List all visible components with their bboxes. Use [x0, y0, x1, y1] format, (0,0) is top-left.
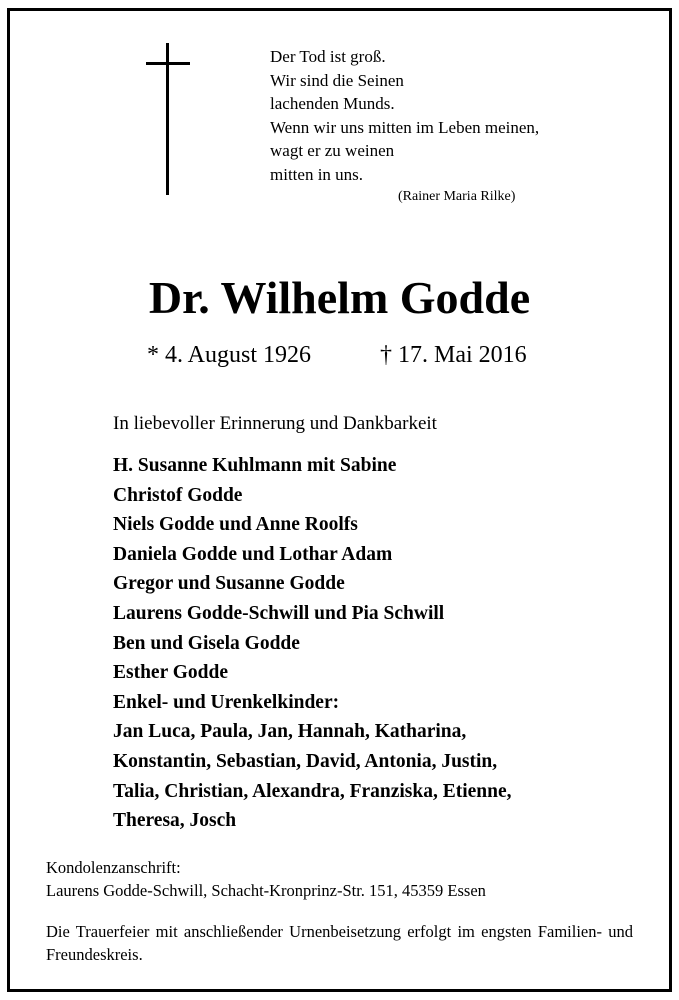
- death-date: † 17. Mai 2016: [380, 342, 527, 368]
- grandchildren-names: Talia, Christian, Alexandra, Franziska, Etienne,: [113, 780, 512, 802]
- poem-line: wagt er zu weinen: [270, 141, 395, 160]
- poem-line: Der Tod ist groß.: [270, 47, 386, 66]
- poem-line: lachenden Munds.: [270, 94, 395, 113]
- life-dates: [147, 338, 527, 372]
- cross-vertical-bar: [166, 43, 169, 195]
- deceased-name: Dr. Wilhelm Godde: [148, 272, 531, 323]
- mourner-entry: Ben und Gisela Godde: [113, 632, 300, 654]
- poem-author: (Rainer Maria Rilke): [398, 189, 516, 204]
- condolence-address-line: Laurens Godde-Schwill, Schacht-Kronprinz-Str. 151, 45359 Essen: [46, 881, 486, 900]
- birth-date: * 4. August 1926: [147, 342, 312, 368]
- mourner-entry: Esther Godde: [113, 662, 229, 684]
- mourner-entry: Christof Godde: [113, 484, 243, 506]
- poem-line: Wenn wir uns mitten im Leben meinen,: [270, 117, 540, 137]
- mourner-entry: Niels Godde und Anne Roolfs: [113, 514, 358, 536]
- ceremony-note: Die Trauerfeier mit anschließender Urnenbeisetzung erfolgt im engsten Familien- und Freundeskreis.: [46, 922, 633, 964]
- grandchildren-names: Jan Luca, Paula, Jan, Hannah, Katharina,: [113, 721, 467, 743]
- poem: [270, 45, 630, 207]
- mourner-entry: Daniela Godde und Lothar Adam: [113, 543, 393, 565]
- grandchildren-names: Theresa, Josch: [113, 810, 237, 832]
- mourners-list: [113, 451, 512, 836]
- mourner-entry: H. Susanne Kuhlmann mit Sabine: [113, 455, 397, 476]
- condolence-address: [46, 856, 486, 902]
- grandchildren-names: Konstantin, Sebastian, David, Antonia, Justin,: [113, 750, 498, 772]
- grandchildren-heading: Enkel- und Urenkelkinder:: [113, 691, 340, 713]
- cross-horizontal-bar: [146, 62, 190, 65]
- mourner-entry: Gregor und Susanne Godde: [113, 573, 345, 595]
- memory-line: In liebevoller Erinnerung und Dankbarkeit: [113, 413, 437, 434]
- poem-line: Wir sind die Seinen: [270, 70, 404, 90]
- mourner-entry: Laurens Godde-Schwill und Pia Schwill: [113, 602, 445, 624]
- condolence-label: Kondolenzanschrift:: [46, 858, 181, 877]
- poem-line: mitten in uns.: [270, 164, 364, 184]
